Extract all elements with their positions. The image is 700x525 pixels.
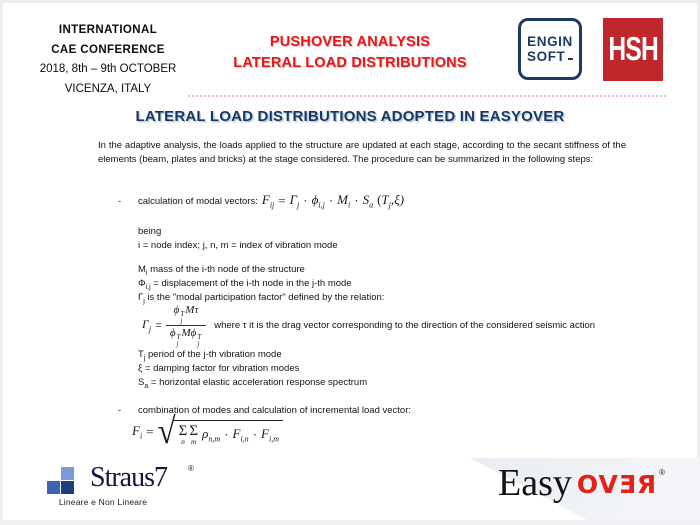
conference-line-2: CAE CONFERENCE <box>51 43 165 56</box>
math-term: $F_{ij}$ <box>261 192 275 210</box>
step2-label: combination of modes and calculation of incremental load vector: <box>138 405 412 416</box>
sum-operator: Σ m <box>189 423 199 446</box>
conference-line-1: INTERNATIONAL <box>58 24 158 36</box>
math-term: = <box>278 193 286 208</box>
math-term: · <box>224 426 229 442</box>
subject-line-2: LATERAL LOAD DISTRIBUTIONS <box>233 55 467 71</box>
fraction: ϕ T j Mτ ϕ T j Mϕ T j <box>166 304 206 347</box>
math-term: = <box>146 424 154 439</box>
formula-modal-vectors <box>258 192 404 210</box>
step1-label: calculation of modal vectors: <box>138 195 258 207</box>
hsh-text: HSH <box>608 30 658 68</box>
math-term: $F_{i,m}$ <box>261 425 279 444</box>
math-term: = <box>155 318 162 332</box>
math-term: $S_a$ <box>362 192 374 210</box>
math-term: $F_i$ <box>132 423 143 441</box>
step1-bullet-marker: - <box>118 196 122 207</box>
straus7-icon <box>47 481 60 494</box>
conference-line-4: VICENZA, ITALY <box>64 82 152 95</box>
easyover-logo <box>498 462 666 504</box>
straus7-icon <box>61 467 74 480</box>
math-term: $\Gamma_j$ <box>289 192 300 210</box>
easyover-over-text: OVƎЯ <box>576 470 658 499</box>
header-divider <box>188 95 666 97</box>
straus7-tagline: Lineare e Non Lineare <box>58 497 148 507</box>
math-term: · <box>328 193 334 208</box>
math-term: · <box>303 193 308 208</box>
header-subject <box>182 32 518 74</box>
step2-bullet-marker: - <box>118 405 122 416</box>
step1-row <box>138 190 404 212</box>
square-root <box>157 411 283 453</box>
formula-gamma-row <box>138 304 595 347</box>
definition-displacement: $\Phi_{i,j}$ = displacement of the i-th node in the j-th mode <box>138 278 352 291</box>
conference-block <box>20 21 196 99</box>
subject-line-1: PUSHOVER ANALYSIS <box>269 34 431 50</box>
math-term: $F_{i,n}$ <box>232 425 249 444</box>
enginsoft-text-top: ENGIN <box>527 34 573 49</box>
definition-damping: ξ = damping factor for vibration modes <box>138 363 300 374</box>
radical-sign: √ <box>157 411 176 453</box>
enginsoft-text-bottom: SOFT <box>527 49 566 64</box>
formula-gamma <box>138 304 206 347</box>
index-definition: i = node index; j, n, m = index of vibration mode <box>138 240 338 251</box>
straus7-registered-icon: ® <box>188 464 194 473</box>
definition-period: $T_j$ period of the j-th vibration mode <box>138 349 282 362</box>
math-term: · <box>252 426 258 442</box>
math-term: $\Gamma_j$ <box>142 317 152 334</box>
conference-line-3: 2018, 8th – 9th OCTOBER <box>39 63 177 75</box>
being-label: being <box>138 226 162 237</box>
intro-paragraph: In the adaptive analysis, the loads applied to the structure are updated at each stage, according to the secant stiffness of the elements (beam, plates and bricks) at the stage considered. The procedure can be summarized in the following steps: <box>98 140 626 165</box>
straus7-wordmark: Straus7 <box>90 462 167 493</box>
straus7-icon <box>61 481 74 494</box>
math-term: · <box>354 193 359 208</box>
bottom-strip <box>0 520 700 525</box>
formula-gamma-where: where τ it is the drag vector corresponding to the direction of the considered seismic action <box>214 320 596 331</box>
easyover-registered-icon: ® <box>659 468 666 477</box>
page-title: LATERAL LOAD DISTRIBUTIONS ADOPTED IN EASYOVER <box>135 108 565 125</box>
formula-incremental-load <box>128 411 283 453</box>
enginsoft-logo <box>518 18 582 80</box>
enginsoft-rule <box>568 58 573 60</box>
definition-spectrum: $S_a$ = horizontal elastic acceleration response spectrum <box>138 377 368 390</box>
math-term: $\phi_{i,j}$ <box>311 192 325 210</box>
sum-operator: Σ n <box>178 423 188 446</box>
enginsoft-text-bottom-row <box>527 49 573 64</box>
easyover-easy-text: Easy <box>498 462 572 504</box>
definition-mass: $M_i$ mass of the i-th node of the structure <box>138 264 305 277</box>
definition-participation-factor: $\Gamma_j$ is the "modal participation factor" defined by the relation: <box>138 292 385 305</box>
math-term: $(T_j,\xi)$ <box>377 192 405 210</box>
hsh-logo <box>603 18 663 81</box>
math-term: $\rho_{n,m}$ <box>202 425 221 444</box>
math-term: $M_i$ <box>337 192 351 210</box>
